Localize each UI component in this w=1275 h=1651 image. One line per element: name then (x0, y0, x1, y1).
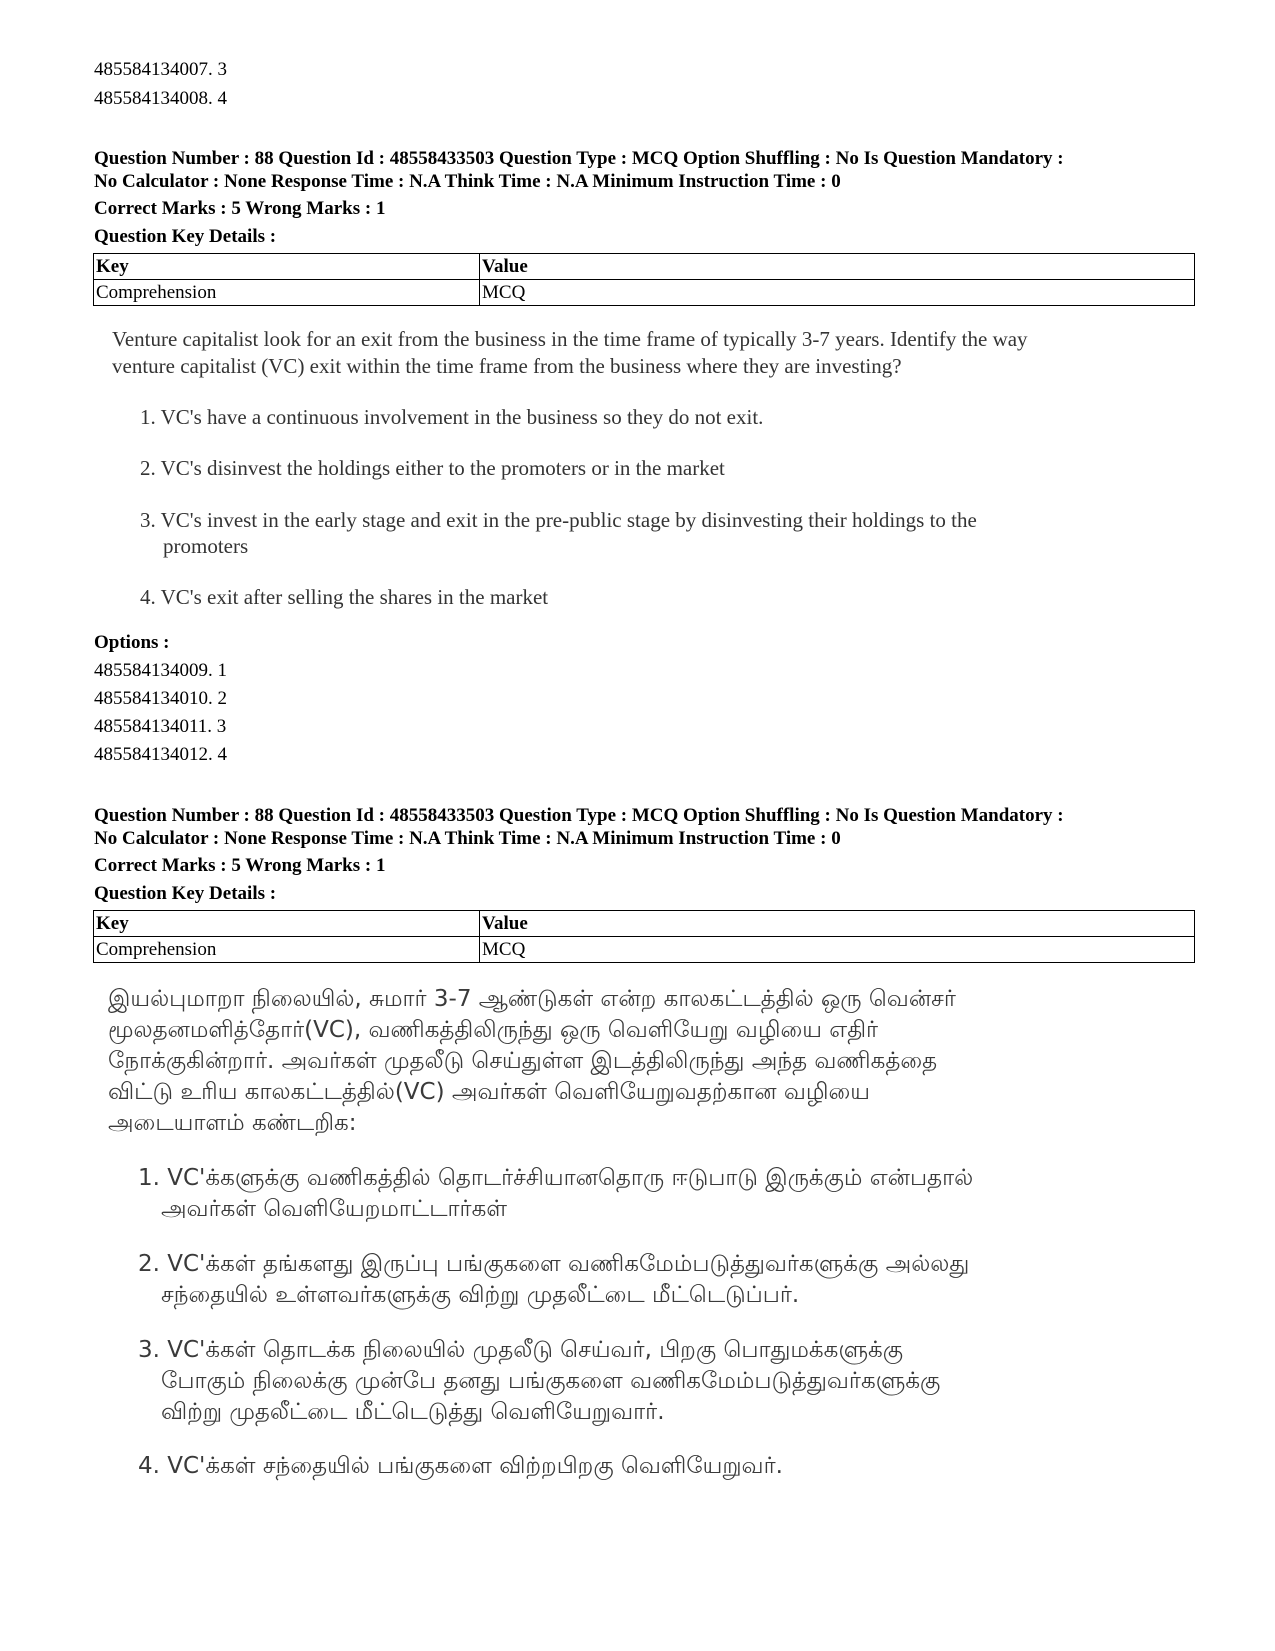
table-header-row (94, 911, 1195, 937)
answer-choice: போகும் நிலைக்கு முன்பே தனது பங்குகளை வணிகமேம்படுத்துவர்களுக்கு (161, 1368, 941, 1394)
option-line: 485584134007. 3 (94, 59, 227, 80)
answer-choice: promoters (163, 534, 249, 558)
table-header-cell: Value (480, 254, 1195, 280)
answer-choice: 4. VC'க்கள் சந்தையில் பங்குகளை விற்றபிறகு வெளியேறுவர். (138, 1453, 783, 1479)
option-line: 485584134010. 2 (94, 688, 227, 709)
question-stem: அடையாளம் கண்டறிக: (108, 1110, 357, 1136)
question-stem: venture capitalist (VC) exit within the time frame from the business where they are investing? (112, 354, 902, 378)
question-header: Question Number : 88 Question Id : 48558433503 Question Type : MCQ Option Shuffling : No Is Question Mandatory : (94, 805, 1064, 826)
answer-choice: 3. VC'க்கள் தொடக்க நிலையில் முதலீடு செய்வர், பிறகு பொதுமக்களுக்கு (138, 1337, 904, 1363)
key-details-table (93, 253, 1195, 306)
answer-choice: சந்தையில் உள்ளவர்களுக்கு விற்று முதலீட்டை மீட்டெடுப்பர். (161, 1282, 800, 1308)
question-header: No Calculator : None Response Time : N.A Think Time : N.A Minimum Instruction Time : 0 (94, 171, 841, 192)
answer-choice: விற்று முதலீட்டை மீட்டெடுத்து வெளியேறுவார். (161, 1399, 665, 1425)
answer-choice: 1. VC'க்களுக்கு வணிகத்தில் தொடர்ச்சியானதொரு ஈடுபாடு இருக்கும் என்பதால் (138, 1165, 974, 1191)
answer-choice: 4. VC's exit after selling the shares in the market (140, 585, 549, 609)
table-header-cell: Key (94, 254, 480, 280)
question-stem: விட்டு உரிய காலகட்டத்தில்(VC) அவர்கள் வெளியேறுவதற்கான வழியை (108, 1079, 870, 1105)
question-header: No Calculator : None Response Time : N.A Think Time : N.A Minimum Instruction Time : 0 (94, 828, 841, 849)
key-details-label: Question Key Details : (94, 226, 277, 247)
table-cell: Comprehension (94, 280, 480, 306)
table-cell: Comprehension (94, 937, 480, 963)
table-cell: MCQ (480, 937, 1195, 963)
marks-line: Correct Marks : 5 Wrong Marks : 1 (94, 198, 386, 219)
table-header-cell: Key (94, 911, 480, 937)
question-stem: நோக்குகின்றார். அவர்கள் முதலீடு செய்துள்ள இடத்திலிருந்து அந்த வணிகத்தை (108, 1048, 938, 1074)
key-details-table (93, 910, 1195, 963)
options-label: Options : (94, 632, 170, 653)
table-cell: MCQ (480, 280, 1195, 306)
question-header: Question Number : 88 Question Id : 48558433503 Question Type : MCQ Option Shuffling : No Is Question Mandatory : (94, 148, 1064, 169)
table-row (94, 280, 1195, 306)
answer-choice: 2. VC'க்கள் தங்களது இருப்பு பங்குகளை வணிகமேம்படுத்துவர்களுக்கு அல்லது (138, 1251, 970, 1277)
question-stem: இயல்புமாறா நிலையில், சுமார் 3-7 ஆண்டுகள் என்ற காலகட்டத்தில் ஒரு வென்சர் (108, 986, 956, 1012)
question-stem: Venture capitalist look for an exit from the business in the time frame of typically 3-7 years. Identify the way (112, 327, 1028, 351)
table-header-cell: Value (480, 911, 1195, 937)
table-row (94, 937, 1195, 963)
option-line: 485584134012. 4 (94, 744, 227, 765)
key-details-label: Question Key Details : (94, 883, 277, 904)
option-line: 485584134008. 4 (94, 88, 227, 109)
answer-choice: அவர்கள் வெளியேறமாட்டார்கள் (161, 1196, 508, 1222)
question-stem: மூலதனமளித்தோர்(VC), வணிகத்திலிருந்து ஒரு வெளியேறு வழியை எதிர் (108, 1017, 879, 1043)
marks-line: Correct Marks : 5 Wrong Marks : 1 (94, 855, 386, 876)
option-line: 485584134011. 3 (94, 716, 227, 737)
table-header-row (94, 254, 1195, 280)
answer-choice: 1. VC's have a continuous involvement in the business so they do not exit. (140, 405, 764, 429)
answer-choice: 2. VC's disinvest the holdings either to the promoters or in the market (140, 456, 725, 480)
answer-choice: 3. VC's invest in the early stage and exit in the pre-public stage by disinvesting their holdings to the (140, 508, 977, 532)
option-line: 485584134009. 1 (94, 660, 227, 681)
